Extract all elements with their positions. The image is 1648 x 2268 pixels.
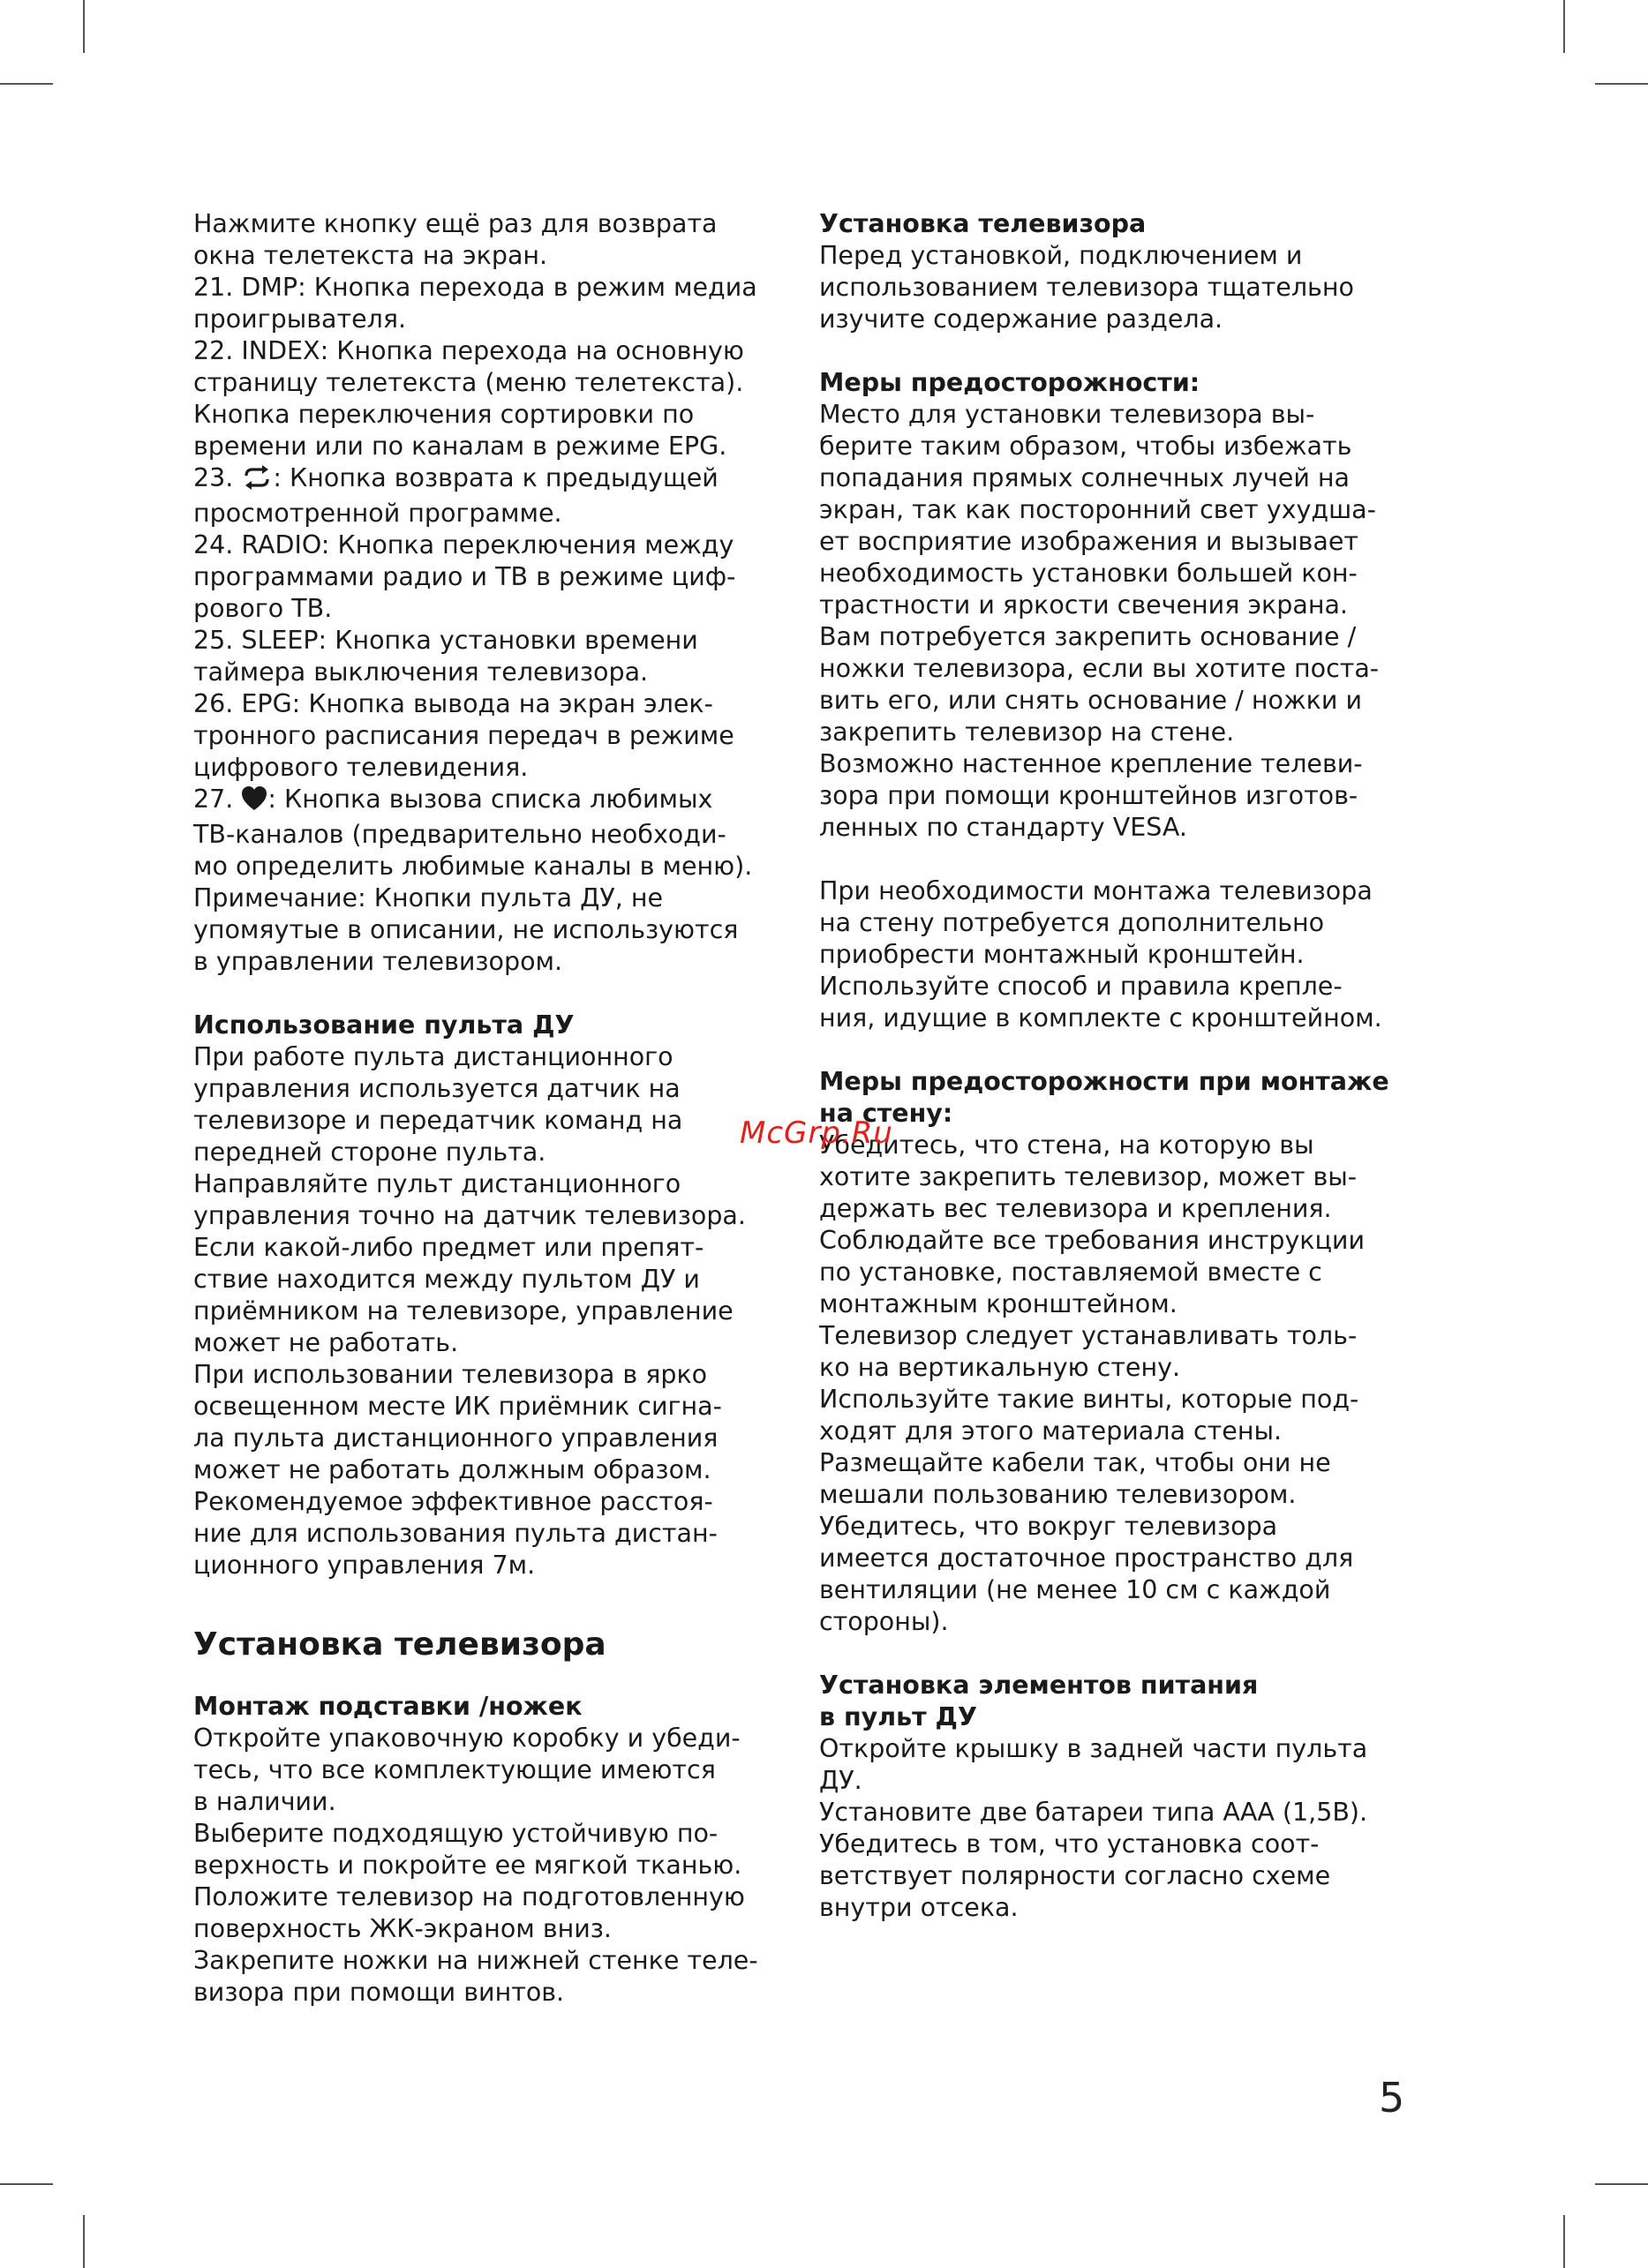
text-line: ционного управления 7м. — [193, 1551, 536, 1580]
text-line: может не работать. — [193, 1328, 459, 1357]
crop-mark — [83, 0, 85, 53]
spacer — [193, 978, 785, 1010]
crop-mark — [1595, 83, 1648, 85]
text-line: мо определить любимые каналы в меню). — [193, 852, 753, 881]
text-line: Примечание: Кнопки пульта ДУ, не — [193, 883, 664, 912]
remote-text — [193, 1041, 785, 1581]
text-line: поверхность ЖК-экраном вниз. — [193, 1914, 612, 1943]
battery-text — [819, 1733, 1411, 1924]
crop-mark — [83, 2215, 85, 2268]
text-line: на стену потребуется дополнительно — [819, 908, 1325, 937]
crop-mark — [1563, 0, 1565, 53]
text-line: упомяутые в описании, не используются — [193, 915, 739, 944]
heart-icon — [241, 786, 267, 819]
text-line: стороны). — [819, 1607, 949, 1636]
crop-mark — [0, 2183, 53, 2185]
remote-heading: Использование пульта ДУ — [193, 1010, 575, 1040]
text-line: Меры предосторожности при монтаже — [819, 1067, 1389, 1096]
text-line: приёмником на телевизоре, управление — [193, 1296, 734, 1326]
text-line: 22. INDEX: Кнопка перехода на основную — [193, 336, 744, 365]
text-line: страницу телетекста (меню телетекста). — [193, 368, 744, 397]
wall-text — [819, 1130, 1411, 1638]
spacer — [819, 1638, 1411, 1670]
text-line: Откройте упаковочную коробку и убеди- — [193, 1724, 741, 1753]
crop-mark — [1595, 2183, 1648, 2185]
text-line: Убедитесь в том, что установка соот- — [819, 1829, 1320, 1859]
text-line: ко на вертикальную стену. — [819, 1353, 1181, 1382]
text-line: Направляйте пульт дистанционного — [193, 1169, 681, 1198]
text-line: ния, идущие в комплекте с кронштейном. — [819, 1003, 1382, 1033]
after-27-block — [193, 819, 785, 978]
text-line: передней стороне пульта. — [193, 1138, 546, 1167]
text-line: верхность и покройте ее мягкой тканью. — [193, 1851, 742, 1880]
text-line: Перед установкой, подключением и — [819, 241, 1303, 270]
text-line: ТВ-каналов (предварительно необходи- — [193, 820, 726, 849]
text-line: При работе пульта дистанционного — [193, 1042, 673, 1071]
text-line: на стену: — [819, 1099, 953, 1128]
text-line: попадания прямых солнечных лучей на — [819, 463, 1351, 492]
section-title: Установка телевизора — [193, 1626, 606, 1663]
text-line: Нажмите кнопку ещё раз для возврата — [193, 209, 718, 238]
text-line: При использовании телевизора в ярко — [193, 1360, 708, 1389]
spacer — [193, 1581, 785, 1617]
text-line: 21. DMP: Кнопка перехода в режим медиа — [193, 273, 757, 302]
text-line: телевизоре и передатчик команд на — [193, 1106, 683, 1135]
text-line: Вам потребуется закрепить основание / — [819, 622, 1357, 651]
text-line: мешали пользованию телевизором. — [819, 1480, 1297, 1509]
text-line: проигрывателя. — [193, 304, 407, 334]
text-line: Соблюдайте все требования инструкции — [819, 1226, 1365, 1255]
wall-heading — [819, 1066, 1411, 1130]
text-line: ет восприятие изображения и вызывает — [819, 527, 1358, 556]
battery-heading — [819, 1670, 1411, 1733]
text-line: внутри отсека. — [819, 1893, 1019, 1922]
text-line: может не работать должным образом. — [193, 1455, 711, 1484]
spacer — [819, 335, 1411, 367]
text-line: Используйте такие винты, которые под- — [819, 1385, 1359, 1414]
text-line: ние для использования пульта дистан- — [193, 1519, 718, 1548]
precautions-text — [819, 399, 1411, 844]
left-column — [193, 208, 785, 2009]
crop-mark — [1563, 2215, 1565, 2268]
text-line: Убедитесь, что стена, на которую вы — [819, 1130, 1314, 1160]
text-line: тронного расписания передач в режиме — [193, 721, 734, 750]
watermark: McGrp.Ru — [740, 1115, 893, 1151]
text-line: хотите закрепить телевизор, может вы- — [819, 1162, 1358, 1191]
text-line: имеется достаточное пространство для — [819, 1543, 1354, 1573]
install-text — [819, 240, 1411, 335]
text-line: изучите содержание раздела. — [819, 304, 1223, 334]
text-line: Выберите подходящую устойчивую по- — [193, 1819, 719, 1848]
text-line: Место для установки телевизора вы- — [819, 400, 1315, 429]
text-line: экран, так как посторонний свет ухудша- — [819, 495, 1376, 524]
stand-heading: Монтаж подставки /ножек — [193, 1692, 583, 1721]
text-line: трастности и яркости свечения экрана. — [819, 590, 1348, 620]
text-line: зора при помощи кронштейнов изготов- — [819, 781, 1358, 810]
text-line: монтажным кронштейном. — [819, 1289, 1178, 1318]
text-line: таймера выключения телевизора. — [193, 657, 649, 687]
text-line: приобрести монтажный кронштейн. — [819, 940, 1305, 969]
text-line: Откройте крышку в задней части пульта ДУ. — [819, 1734, 1368, 1795]
text-line: в наличии. — [193, 1787, 336, 1816]
text-line: вить его, или снять основание / ножки и — [819, 686, 1362, 715]
text-line: визора при помощи винтов. — [193, 1978, 565, 2007]
text-line: Рекомендуемое эффективное расстоя- — [193, 1487, 713, 1516]
text-line: рового ТВ. — [193, 594, 333, 623]
text-line: 24. RADIO: Кнопка переключения между — [193, 530, 734, 559]
text-line: Убедитесь, что вокруг телевизора — [819, 1512, 1278, 1541]
page-number: 5 — [1379, 2074, 1405, 2122]
text-line: ленных по стандарту VESA. — [819, 813, 1187, 842]
after-23-block — [193, 498, 785, 784]
text-line: Используйте способ и правила крепле- — [819, 972, 1343, 1001]
spacer — [819, 844, 1411, 875]
text-line: ходят для этого материала стены. — [819, 1416, 1283, 1446]
text-line: просмотренной программе. — [193, 499, 562, 528]
text-line: программами радио и ТВ в режиме циф- — [193, 562, 736, 591]
text-line: ножки телевизора, если вы хотите поста- — [819, 654, 1380, 683]
text-line: Телевизор следует устанавливать толь- — [819, 1321, 1358, 1350]
text-line: по установке, поставляемой вместе с — [819, 1258, 1322, 1287]
crop-mark — [0, 83, 53, 85]
spacer — [819, 1034, 1411, 1066]
text-line: При необходимости монтажа телевизора — [819, 876, 1373, 905]
text-line: ла пульта дистанционного управления — [193, 1423, 719, 1453]
install-heading: Установка телевизора — [819, 209, 1147, 238]
text-line: Положите телевизор на подготовленную — [193, 1882, 745, 1911]
text-line: Если какой-либо предмет или препят- — [193, 1233, 704, 1262]
stand-text — [193, 1723, 785, 2009]
precautions-heading: Меры предосторожности: — [819, 368, 1200, 397]
text-line: берите таким образом, чтобы избежать — [819, 432, 1352, 461]
text-line: в управлении телевизором. — [193, 947, 563, 976]
intro-block — [193, 208, 785, 462]
text-line: освещенном месте ИК приёмник сигна- — [193, 1392, 722, 1421]
text-line: управления используется датчик на — [193, 1074, 681, 1103]
text-line: закрепить телевизор на стене. — [819, 717, 1235, 747]
text-line: ствие находится между пультом ДУ и — [193, 1265, 700, 1294]
text-line: ветствует полярности согласно схеме — [819, 1861, 1331, 1890]
right-column — [819, 208, 1411, 1924]
text-line: необходимость установки большей кон- — [819, 559, 1358, 588]
text-line: управления точно на датчик телевизора. — [193, 1201, 746, 1230]
text-line: Кнопка переключения сортировки по — [193, 400, 695, 429]
text-line: времени или по каналам в режиме EPG. — [193, 432, 727, 461]
return-arrows-icon — [241, 465, 273, 498]
item-27: 27. : Кнопка вызова списка любимых — [193, 784, 785, 819]
text-line: в пульт ДУ — [819, 1702, 977, 1731]
text-line: Установите две батареи типа ААА (1,5В). — [819, 1798, 1368, 1827]
text-line: Установка элементов питания — [819, 1671, 1259, 1700]
text-line: цифрового телевидения. — [193, 753, 529, 782]
mount-text — [819, 875, 1411, 1034]
text-line: Закрепите ножки на нижней стенке теле- — [193, 1946, 758, 1975]
text-line: держать вес телевизора и крепления. — [819, 1194, 1332, 1223]
item-23: 23. : Кнопка возврата к предыдущей — [193, 462, 785, 498]
text-line: окна телетекста на экран. — [193, 241, 548, 270]
text-line: 26. EPG: Кнопка вывода на экран элек- — [193, 689, 713, 718]
text-line: использованием телевизора тщательно — [819, 273, 1354, 302]
text-line: вентиляции (не менее 10 см с каждой — [819, 1575, 1331, 1604]
text-line: Возможно настенное крепление телеви- — [819, 749, 1363, 778]
text-line: тесь, что все комплектующие имеются — [193, 1755, 716, 1784]
text-line: Размещайте кабели так, чтобы они не — [819, 1448, 1331, 1477]
text-line: 25. SLEEP: Кнопка установки времени — [193, 626, 698, 655]
